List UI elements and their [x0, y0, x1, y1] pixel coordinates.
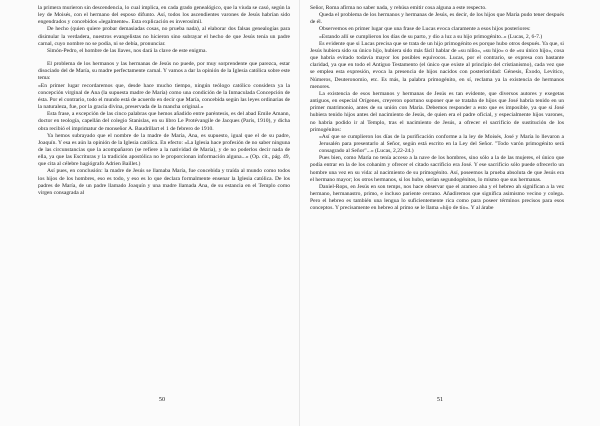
paragraph: La existencia de esos hermanos y hermanas de Jesús es tan evidente, que diversos autores y exegetas antiguos, en especial Orígenes, creyeron oportuno suponer que se trataba de hijos que José habría tenido en un primer matrimonio, antes de su unión con María. Debemos responder a esto que es imposible, ya que si José hubiera tenido hijos antes del nacimiento de Jesús, de quien era el padre oficial, y especialmente hijos varones, no habría podido ir al Templo, tras el nacimiento de Jesús, a ofrecer el sacrificio de sustitución de los primogénitos:	[310, 90, 564, 133]
paragraph: Así pues, en conclusión: la madre de Jesús se llamaba María, fue concebida y traída al mundo como todos los hijos de los hombres, eso es todo, y eso es lo que declara formalmente ensenar la Iglesia católica. De los padres de María, de un padre llamado Joaquín y una madre llamada Ana, de su estancia en el Templo como virgen consagrada al	[38, 168, 290, 196]
paragraph: la primera murieron sin descendencia, lo cual implica, en cada grado genealógico, que la viuda se casó, según la ley de Moisés, con el hermano del esposo difunto. Así, todos los ascendientes varones de Jesús habrían sido engendrados y concebidos «legalmente». Esta explicación es inverosímil.	[38, 5, 290, 26]
right-page	[300, 0, 600, 426]
right-text-column	[310, 5, 564, 213]
quote-paragraph: «Estando allí se cumplieron los días de su parto, y dio a luz a su hijo primogénito..» (Lucas, 2, 6-7.)	[319, 33, 543, 40]
paragraph: Observemos en primer lugar que una frase de Lucas evoca claramente a esos hijos posteriores:	[319, 26, 531, 33]
quote-paragraph: «En primer lugar recordaremos que, desde hace mucho tiempo, ningún teólogo católico considera ya la concepción virginal de Ana (la supuesta madre de María) como una condición de la Inmaculada Concepción de ésta. Por el contrario, todo el mundo está de acuerdo en decir que María, concebida según las leyes ordinarias de la naturaleza, fue, por la gracia divina, preservada de la mancha original.»	[38, 82, 290, 111]
page-number: 50	[158, 396, 166, 403]
paragraph: El problema de los hermanos y las hermanas de Jesús no puede, por muy sorprendente que parezca, estar disociado del de María, su madre perfectamente carnal. Y vamos a dar la opinión de la Iglesia católica sobre este tema:	[38, 61, 290, 82]
paragraph: Pues bien, como María no tenía acceso a la nave de los hombres, sino sólo a la de las mujeres, el único que podía entrar en la de los cohanim y ofrecer el citado sacrificio era José. Y ese sacrificio sólo puede ofrecerlo un hombre una vez en su vida: al nacimiento de su primogénito. Así, poseemos la prueba absoluta de que Jesús era el hermano mayor; los otros hermanos, si los hubo, serían segundogénitos, lo mismo que sus hermanas.	[310, 155, 564, 183]
left-text-column	[38, 5, 290, 197]
page-number: 51	[436, 396, 444, 403]
paragraph: Esta frase, a excepción de las cinco palabras que hemos añadido entre paréntesis, es del abad Emile Amann, doctor en teología, capellán del colegio Stanislas, en su libro Le Protévangile de Jacques (París, 1910), y dicha obra recibió el imprimatur de monseñor A. Baudrillart el 1 de febrero de 1910.	[38, 111, 290, 132]
paragraph: Es evidente que si Lucas precisa que se trata de un hijo primogénito es porque hubo otros después. Ya que, si Jesús hubiera sido su único hijo, hubiera sido más fácil hablar de «su niño», «su hijo» o de «su único hijo», cosa que habría evitado todavía mayor los posibles equívocos. Lucas, por el contrario, se expresa con bastante claridad, ya que en todo el Antiguo Testamento (el único que existe al principio del cristianismo), cada vez que se emplea esta expresión, evoca la presencia de hijos nacidos con posterioridad: Génesis, Éxodo, Levítico, Números, Deuteronomio, etc. Es más, la palabra primogénito, en sí, reclama ya la existencia de hermanos menores.	[310, 40, 564, 90]
paragraph: Daniel-Rops, en Jesús en son temps, nos hace observar que el arameo aha y el hebreo ah significan a la vez hermano, hermanastro, primo, e incluso pariente cercano. Añadiremos que significa asimismo vecino y colega. Pero el hebreo es también una lengua lo suficientemente rica como para poseer términos precisos para esos conceptos. Y precisamente en hebreo al primo se le llama «hijo de tío». Y al árabe	[310, 183, 564, 212]
paragraph: Simón-Pedro, el hombre de las llaves, nos dará la clave de este enigma.	[47, 47, 207, 54]
paragraph: Señor, Roma afirma no saber nada, y rehúsa emitir cosa alguna a este respecto.	[310, 5, 487, 11]
paragraph: De hecho (quien quiere probar demasiadas cosas, no prueba nada), al elaborar dos falsas genealogías para disimular la verdadera, nuestros evangelistas no hicieron sino subrayar el hecho de que Jesús tenía un padre carnal, cuyo nombre no se podía, ni se debía, pronunciar.	[38, 26, 290, 47]
paragraph: Queda el problema de los hermanos y hermanas de Jesús, es decir, de los hijos que María pudo tener después de él.	[310, 12, 564, 26]
paragraph: Ya hemos subrayado que el nombre de la madre de María, Ana, es supuesto, igual que el de su padre, Joaquín. Y esa es aún la opinión de la Iglesia católica. En efecto: «La Iglesia hace profesión de no saber ninguna de las circunstancias que la acompañaron (se refiere a la natividad de María), y de no poderlos decir nada de ella, ya que las Escrituras y la tradición apostólica no le proporcionan información alguna...» (Op. cit., pág. 49, que cita al célebre hagiógrafo Adrien Baillet.)	[38, 132, 290, 168]
quote-paragraph: «Así que se cumplieron los días de la purificación conforme a la ley de Moisés, José y María lo llevaron a Jerusalén para presentarlo al Señor, según está escrito en la Ley del Señor. "Todo varón primogénito será consagrado al Señor"...» (Lucas, 2,22-24.)	[319, 133, 564, 155]
